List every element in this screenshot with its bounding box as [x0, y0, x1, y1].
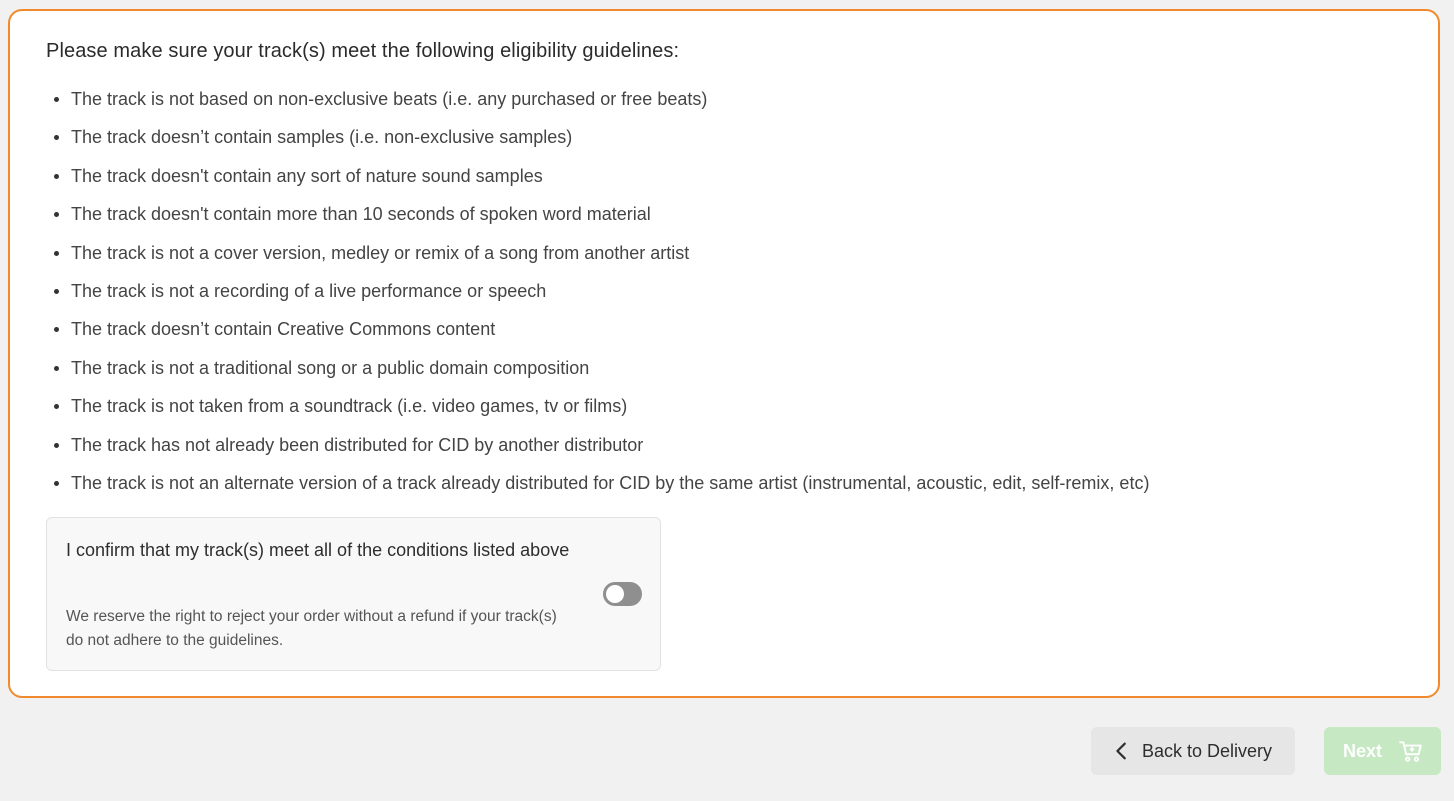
- cart-icon: [1398, 738, 1424, 764]
- guideline-text: The track is not a cover version, medley or remix of a song from another artist: [71, 242, 690, 263]
- chevron-left-icon: [1111, 740, 1133, 762]
- guideline-text: The track doesn’t contain Creative Commons content: [71, 319, 496, 340]
- guideline-text: The track is not taken from a soundtrack (i.e. video games, tv or films): [71, 396, 628, 417]
- list-item: [48, 391, 1149, 429]
- confirmation-note: We reserve the right to reject your order without a refund if your track(s) do not adhere to the guidelines.: [66, 608, 557, 649]
- bullet-icon: [54, 327, 59, 332]
- bullet-icon: [54, 443, 59, 448]
- list-item: [48, 353, 1149, 391]
- bullet-icon: [54, 212, 59, 217]
- bullet-icon: [54, 97, 59, 102]
- bullet-icon: [54, 135, 59, 140]
- back-button-label: Back to Delivery: [1142, 740, 1273, 761]
- list-item: [48, 84, 1149, 122]
- bullet-icon: [54, 174, 59, 179]
- list-item: [48, 161, 1149, 199]
- guideline-text: The track doesn't contain any sort of nature sound samples: [71, 165, 543, 186]
- guideline-text: The track is not a recording of a live performance or speech: [71, 280, 547, 301]
- next-button-label: Next: [1343, 740, 1383, 761]
- guideline-text: The track doesn't contain more than 10 seconds of spoken word material: [71, 204, 651, 225]
- list-item: [48, 199, 1149, 237]
- list-item: [48, 238, 1149, 276]
- guideline-text: The track is not an alternate version of a track already distributed for CID by the same artist (instrumental, acoustic, edit, self-remix, etc): [71, 472, 1150, 493]
- list-item: [48, 314, 1149, 352]
- back-to-delivery-button[interactable]: [1091, 727, 1295, 775]
- guideline-text: The track is not a traditional song or a public domain composition: [71, 357, 590, 378]
- bullet-icon: [54, 366, 59, 371]
- confirmation-title: I confirm that my track(s) meet all of the conditions listed above: [66, 540, 570, 560]
- list-item: [48, 276, 1149, 314]
- bullet-icon: [54, 251, 59, 256]
- bullet-icon: [54, 289, 59, 294]
- confirm-toggle[interactable]: [603, 582, 642, 606]
- next-button[interactable]: [1324, 727, 1441, 775]
- bullet-icon: [54, 404, 59, 409]
- eligibility-card: [8, 9, 1440, 698]
- guidelines-list: [48, 84, 1149, 506]
- confirmation-panel: [46, 517, 661, 671]
- guideline-text: The track is not based on non-exclusive beats (i.e. any purchased or free beats): [71, 89, 708, 109]
- toggle-knob: [606, 585, 624, 603]
- guideline-text: The track has not already been distributed for CID by another distributor: [71, 434, 644, 455]
- guidelines-heading: Please make sure your track(s) meet the following eligibility guidelines:: [46, 40, 680, 62]
- list-item: [48, 468, 1149, 506]
- list-item: [48, 122, 1149, 160]
- guideline-text: The track doesn’t contain samples (i.e. non-exclusive samples): [71, 127, 573, 148]
- list-item: [48, 430, 1149, 468]
- bullet-icon: [54, 481, 59, 486]
